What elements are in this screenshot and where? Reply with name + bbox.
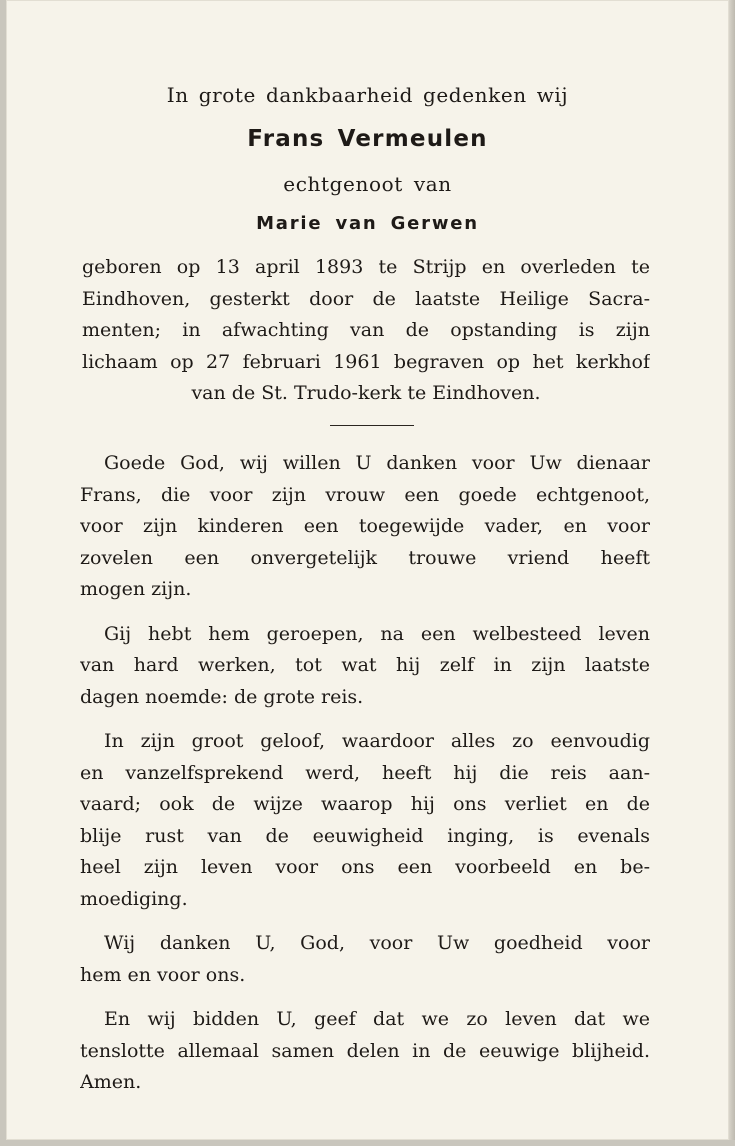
spouse-name: Marie van Gerwen	[256, 213, 479, 234]
intro-line: In grote dankbaarheid gedenken wij	[166, 83, 569, 107]
biography-line: van de St. Trudo-kerk te Eindhoven.	[191, 382, 541, 404]
spouse-label: echtgenoot van	[283, 172, 452, 196]
prayer-line: tenslotte allemaal samen delen in de eeuwige blijheid.	[80, 1039, 650, 1062]
prayer-text	[80, 448, 650, 1112]
prayer-line: Frans, die voor zijn vrouw een goede echtgenoot,	[80, 483, 650, 506]
prayer-line: hem en voor ons.	[80, 963, 246, 986]
card-edge	[729, 0, 735, 1140]
prayer-line: moediging.	[80, 887, 188, 910]
prayer-line: van hard werken, tot wat hij zelf in zijn laatste	[80, 654, 650, 676]
prayer-line: In zijn groot geloof, waardoor alles zo eenvoudig	[104, 730, 650, 752]
prayer-paragraph	[80, 726, 650, 915]
biography-line: Eindhoven, gesterkt door de laatste Heilige Sacra-	[82, 287, 650, 310]
biography-line: lichaam op 27 februari 1961 begraven op het kerkhof	[82, 350, 650, 373]
prayer-line: heel zijn leven voor ons een voorbeeld en be-	[80, 856, 650, 878]
prayer-paragraph	[80, 619, 650, 714]
prayer-line: vaard; ook de wijze waarop hij ons verliet en de	[80, 793, 650, 815]
prayer-line: en vanzelfsprekend werd, heeft hij die reis aan-	[80, 761, 650, 784]
deceased-name: Frans Vermeulen	[247, 126, 488, 152]
prayer-line: Amen.	[80, 1071, 142, 1093]
biography-line: geboren op 13 april 1893 te Strijp en overleden te	[82, 256, 650, 278]
prayer-line: voor zijn kinderen een toegewijde vader, en voor	[80, 515, 650, 537]
prayer-paragraph	[80, 448, 650, 606]
prayer-line: dagen noemde: de grote reis.	[80, 685, 364, 708]
prayer-line: En wij bidden U, geef dat we zo leven dat we	[104, 1008, 650, 1030]
divider	[330, 425, 414, 426]
prayer-paragraph	[80, 928, 650, 991]
prayer-line: zovelen een onvergetelijk trouwe vriend heeft	[80, 546, 650, 569]
prayer-line: blije rust van de eeuwigheid inging, is evenals	[80, 824, 650, 847]
biography	[82, 252, 650, 410]
prayer-line: mogen zijn.	[80, 578, 192, 600]
biography-line: menten; in afwachting van de opstanding is zijn	[82, 319, 650, 341]
prayer-line: Wij danken U, God, voor Uw goedheid voor	[104, 932, 650, 954]
prayer-paragraph	[80, 1004, 650, 1099]
prayer-line: Gij hebt hem geroepen, na een welbesteed leven	[104, 622, 650, 645]
prayer-line: Goede God, wij willen U danken voor Uw dienaar	[104, 452, 650, 474]
